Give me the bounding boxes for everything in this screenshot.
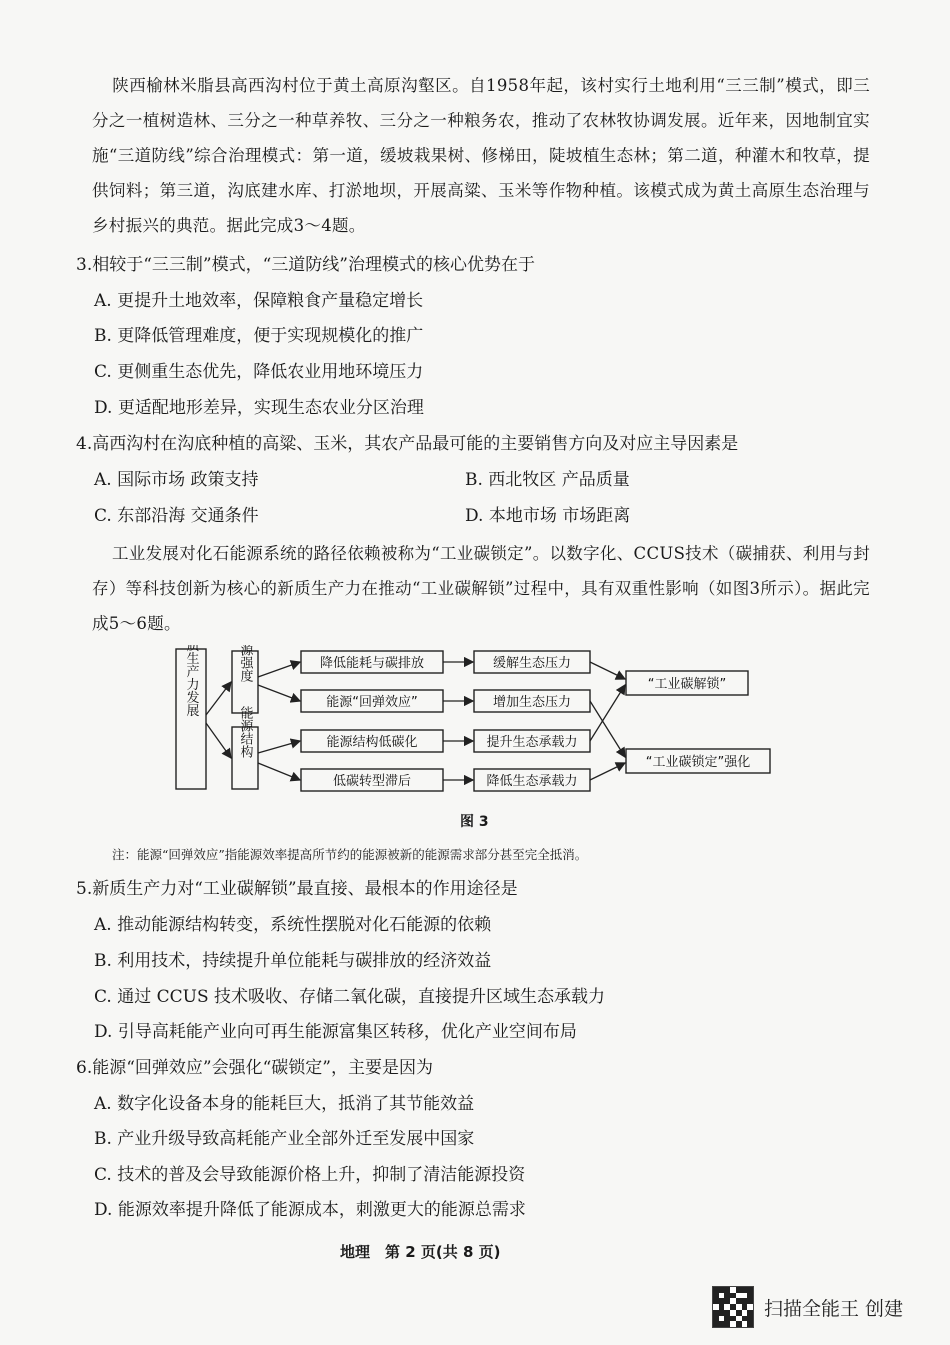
question-5-option-d: D. 引导高耗能产业向可再生能源富集区转移，优化产业空间布局: [94, 1022, 577, 1042]
question-6-stem: 6.能源“回弹效应”会强化“碳锁定”，主要是因为: [76, 1058, 433, 1078]
scanner-label: 扫描全能王 创建: [764, 1297, 904, 1320]
question-3-stem: 3.相较于“三三制”模式，“三道防线”治理模式的核心优势在于: [76, 255, 535, 275]
question-4-option-a: A. 国际市场 政策支持: [94, 470, 259, 490]
figure-note: 注：能源“回弹效应”指能源效率提高所节约的能源被新的能源需求部分甚至完全抵消。: [112, 847, 588, 862]
root-label: 新质生产力发展: [183, 645, 199, 717]
question-4-option-d: D. 本地市场 市场距离: [465, 506, 631, 526]
page-footer: 地理 第 2 页(共 8 页): [340, 1243, 501, 1261]
passage-2: [92, 536, 870, 641]
mid-label-3: 能源结构低碳化: [326, 735, 418, 750]
question-3-option-a: A. 更提升土地效率，保障粮食产量稳定增长: [94, 291, 424, 311]
mid-label-2: 能源“回弹效应”: [326, 695, 418, 710]
effect-label-2: 增加生态压力: [492, 695, 572, 710]
question-4-option-b: B. 西北牧区 产品质量: [465, 470, 630, 490]
question-5-stem: 5.新质生产力对“工业碳解锁”最直接、最根本的作用途径是: [76, 879, 518, 899]
outcome-label-lock: “工业碳锁定”强化: [645, 755, 751, 770]
effect-label-4: 降低生态承载力: [486, 774, 578, 789]
mid-label-4: 低碳转型滞后: [332, 774, 412, 789]
question-5-option-a: A. 推动能源结构转变，系统性摆脱对化石能源的依赖: [94, 915, 492, 935]
scanner-watermark: [712, 1286, 903, 1328]
figure-3-diagram: [170, 645, 790, 799]
question-4-option-c: C. 东部沿海 交通条件: [94, 506, 259, 526]
branch-energy-structure-label: 能源结构: [237, 706, 253, 758]
question-5-option-b: B. 利用技术，持续提升单位能耗与碳排放的经济效益: [94, 951, 492, 971]
qr-code-icon: [712, 1286, 754, 1328]
question-6-option-a: A. 数字化设备本身的能耗巨大，抵消了其节能效益: [94, 1094, 475, 1114]
passage-1-text: 陕西榆林米脂县高西沟村位于黄土高原沟壑区。自1958年起，该村实行土地利用“三三制”模式，即三分之一植树造林、三分之一种草养牧、三分之一种粮务农，推动了农林牧协调发展。近年来，因地制宜实施“三道防线”综合治理模式：第一道，缓坡栽果树、修梯田，陡坡植生态林；第二道，种灌木和牧草，提供饲料；第三道，沟底建水库、打淤地坝，开展高粱、玉米等作物种植。该模式成为黄土高原生态治理与乡村振兴的典范。据此完成3～4题。: [92, 76, 870, 235]
outcome-label-unlock: “工业碳解锁”: [647, 677, 727, 692]
mid-label-1: 降低能耗与碳排放: [319, 656, 425, 671]
question-5-option-c: C. 通过 CCUS 技术吸收、存储二氧化碳，直接提升区域生态承载力: [94, 987, 606, 1007]
question-4-stem: 4.高西沟村在沟底种植的高粱、玉米，其农产品最可能的主要销售方向及对应主导因素是: [76, 434, 739, 454]
question-3-option-d: D. 更适配地形差异，实现生态农业分区治理: [94, 398, 424, 418]
question-6-option-c: C. 技术的普及会导致能源价格上升，抑制了清洁能源投资: [94, 1165, 526, 1185]
question-3-option-c: C. 更侧重生态优先，降低农业用地环境压力: [94, 362, 424, 382]
passage-1: [92, 68, 870, 243]
effect-label-3: 提升生态承载力: [486, 735, 578, 750]
passage-2-text: 工业发展对化石能源系统的路径依赖被称为“工业碳锁定”。以数字化、CCUS技术（碳捕获、利用与封存）等科技创新为核心的新质生产力在推动“工业碳解锁”过程中，具有双重性影响（如图3所示）。据此完成5～6题。: [92, 544, 870, 633]
question-6-option-b: B. 产业升级导致高耗能产业全部外迁至发展中国家: [94, 1129, 475, 1149]
question-3-option-b: B. 更降低管理难度，便于实现规模化的推广: [94, 326, 424, 346]
branch-energy-intensity-label: 能源强度: [237, 645, 253, 682]
question-6-option-d: D. 能源效率提升降低了能源成本，刺激更大的能源总需求: [94, 1200, 526, 1220]
effect-label-1: 缓解生态压力: [492, 656, 572, 671]
figure-caption: 图 3: [460, 814, 489, 830]
